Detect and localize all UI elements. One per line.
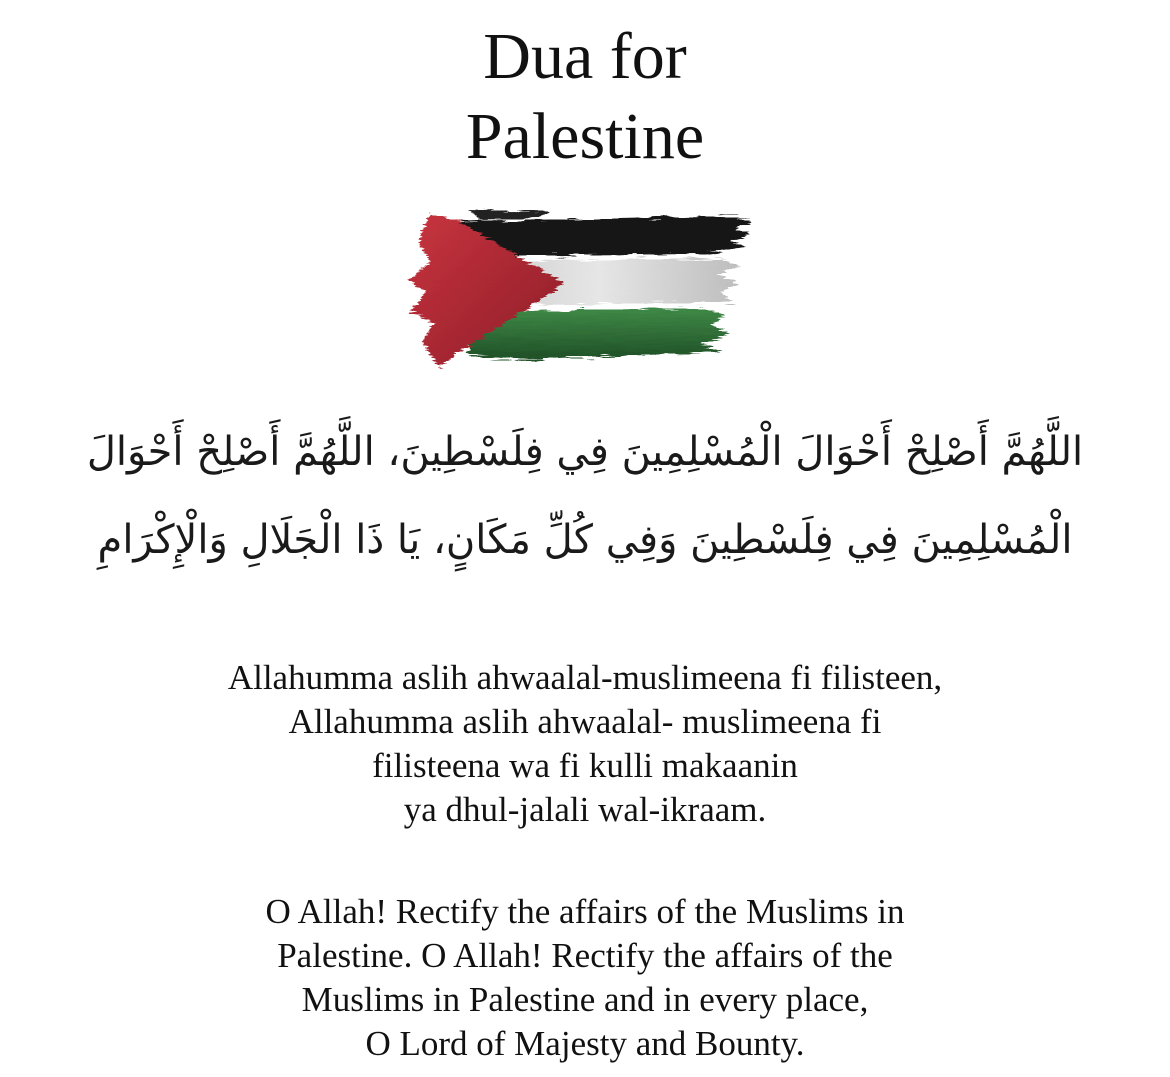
transliteration-line: Allahumma aslih ahwaalal- muslimeena fi <box>288 702 882 741</box>
translation-line: O Allah! Rectify the affairs of the Muslims in <box>265 892 905 931</box>
palestine-flag-icon <box>400 192 770 382</box>
transliteration-line: Allahumma aslih ahwaalal-muslimeena fi filisteen, <box>227 658 943 697</box>
translation-line: Palestine. O Allah! Rectify the affairs of the <box>277 936 893 975</box>
page-title-line-1: Dua for <box>483 20 687 93</box>
arabic-dua-line-2: الْمُسْلِمِينَ فِي فِلَسْطِينَ وَفِي كُلِّ مَكَانٍ، يَا ذَا الْجَلَالِ وَالْإِكْرَامِ <box>97 517 1073 563</box>
transliteration-line: filisteena wa fi kulli makaanin <box>372 746 798 785</box>
page-title-line-2: Palestine <box>465 100 705 173</box>
translation-line: Muslims in Palestine and in every place, <box>301 980 869 1019</box>
arabic-dua-line-1: اللَّهُمَّ أَصْلِحْ أَحْوَالَ الْمُسْلِمِينَ فِي فِلَسْطِينَ، اللَّهُمَّ أَصْلِحْ أَحْوَالَ <box>86 429 1084 475</box>
transliteration-paragraph <box>0 656 1170 832</box>
translation-line: O Lord of Majesty and Bounty. <box>365 1024 805 1063</box>
translation-paragraph <box>0 890 1170 1066</box>
transliteration-line: ya dhul-jalali wal-ikraam. <box>403 790 767 829</box>
